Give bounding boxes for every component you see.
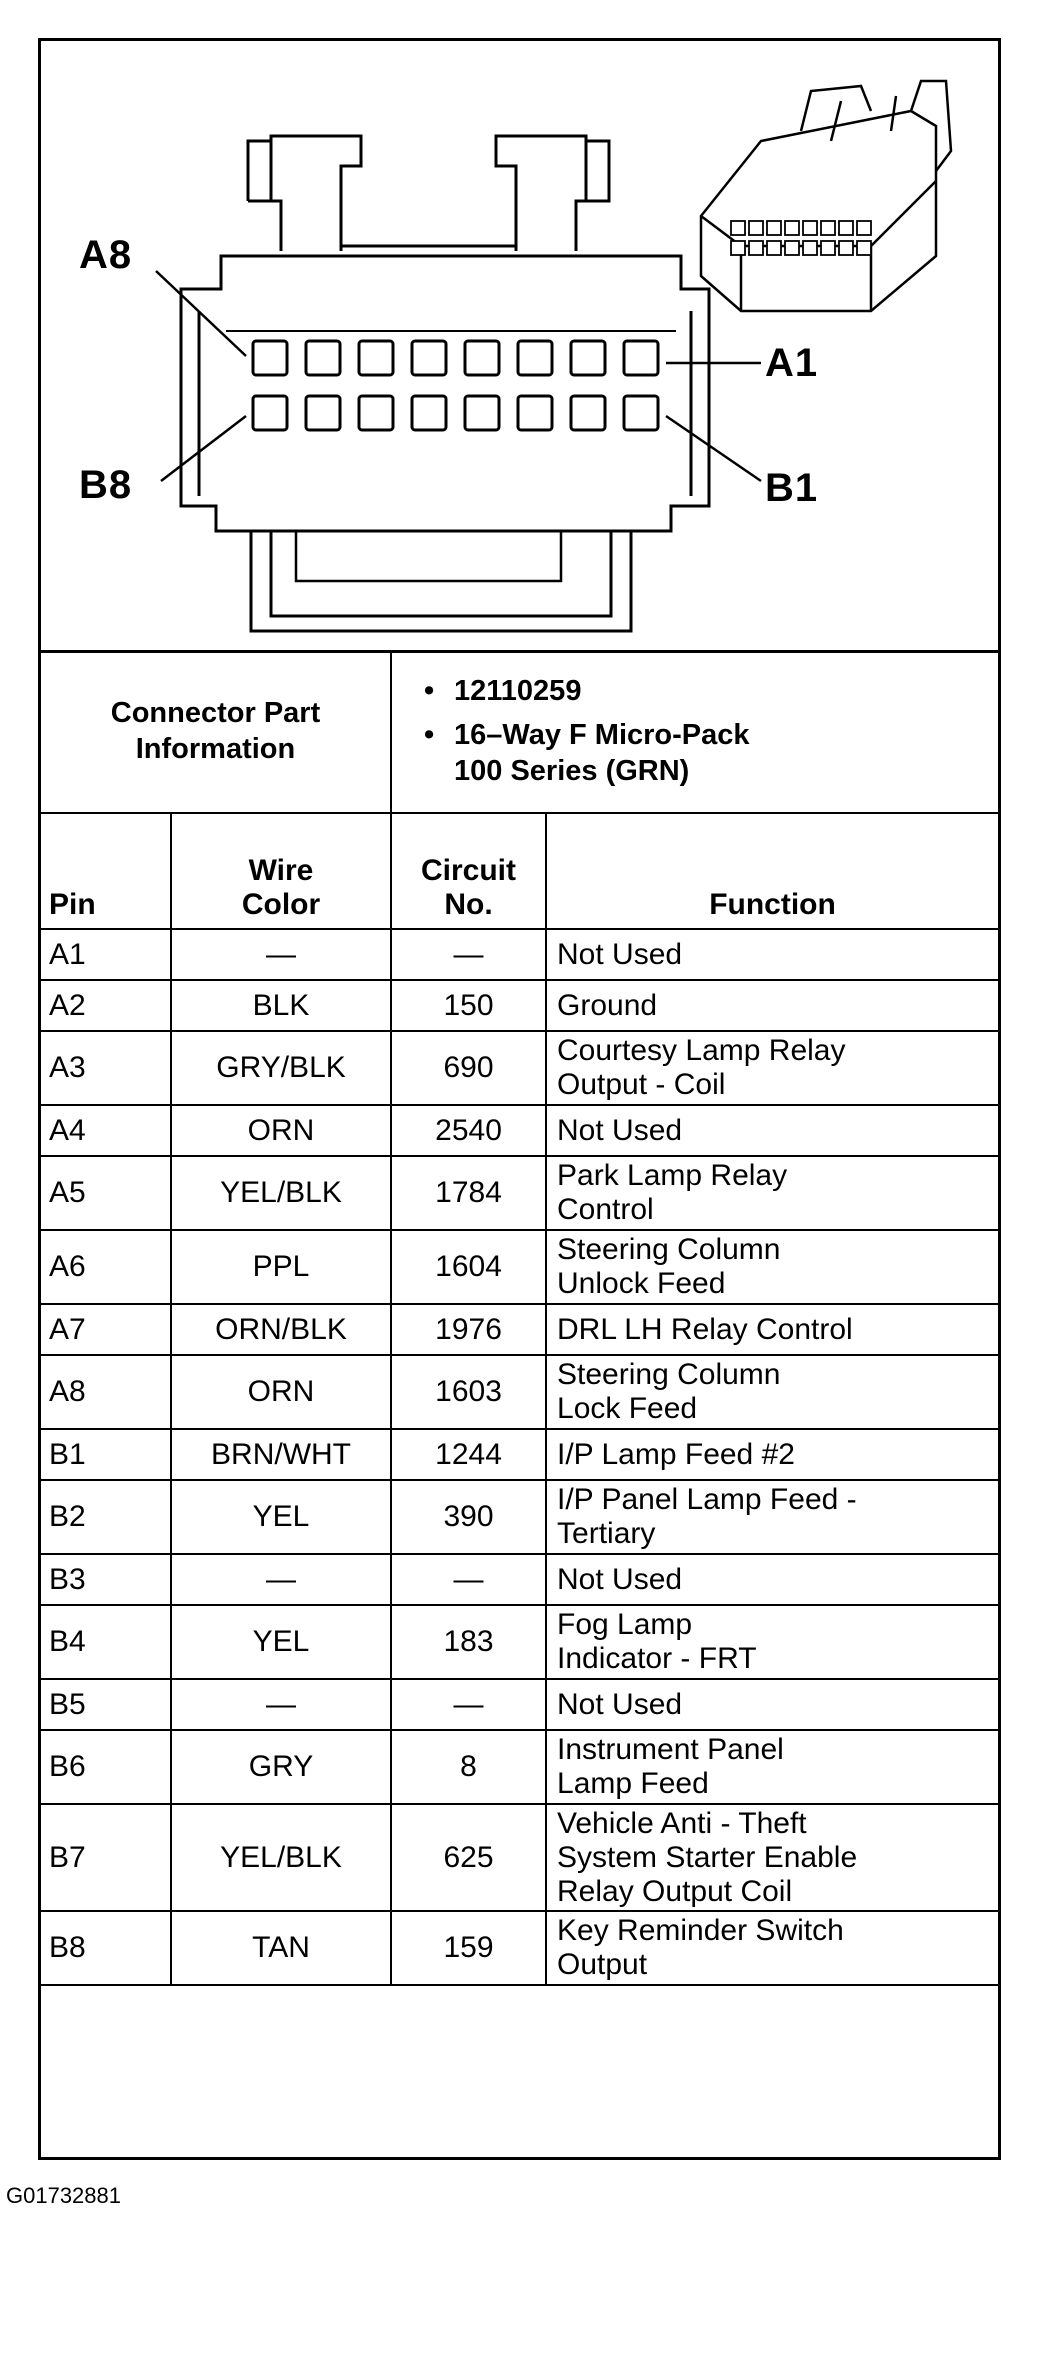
pin-cell: B6: [41, 1730, 171, 1804]
pin-row: [41, 1679, 998, 1730]
wire-color-cell: ORN: [171, 1355, 391, 1429]
pin-cell: A7: [41, 1304, 171, 1355]
function-cell: [546, 1105, 998, 1156]
circuit-cell: 690: [391, 1031, 546, 1105]
function-line: Not Used: [557, 1562, 683, 1596]
wire-color-cell: ORN: [171, 1105, 391, 1156]
pin-row: [41, 1911, 998, 1985]
wire-color-cell: YEL/BLK: [171, 1156, 391, 1230]
description-line-2: 100 Series (GRN): [454, 755, 690, 787]
header-row: [41, 813, 998, 929]
function-line: Tertiary: [557, 1517, 656, 1550]
description-line-1: 16–Way F Micro-Pack: [454, 719, 750, 751]
pin-row: [41, 1156, 998, 1230]
wire-color-cell: YEL/BLK: [171, 1804, 391, 1911]
description-item: • 16–Way F Micro-Pack: [424, 719, 750, 751]
pin-cell: B3: [41, 1554, 171, 1605]
wire-color-cell: —: [171, 1679, 391, 1730]
pin-row: [41, 1105, 998, 1156]
wire-color-cell: TAN: [171, 1911, 391, 1985]
function-cell: [546, 980, 998, 1031]
header-circuit-no: Circuit No.: [391, 813, 546, 929]
function-line: Instrument Panel: [557, 1733, 784, 1766]
wire-color-cell: BLK: [171, 980, 391, 1031]
connector-diagram: [41, 41, 998, 653]
function-line: Indicator - FRT: [557, 1642, 757, 1675]
circuit-cell: —: [391, 1554, 546, 1605]
connector-info-list: [391, 650, 998, 813]
circuit-cell: —: [391, 929, 546, 980]
function-line: Unlock Feed: [557, 1267, 726, 1300]
function-line: Not Used: [557, 937, 683, 971]
function-line: Key Reminder Switch: [557, 1914, 844, 1947]
function-cell: [546, 1230, 998, 1304]
connector-info-label: Connector Part Information: [41, 650, 391, 813]
figure-id: G01732881: [6, 2183, 121, 2208]
callout-b1: B1: [765, 466, 819, 510]
function-line: Lamp Feed: [557, 1767, 709, 1800]
pin-row: [41, 1804, 998, 1911]
pin-cell: A5: [41, 1156, 171, 1230]
part-number-item: • 12110259: [424, 675, 582, 707]
wire-color-cell: PPL: [171, 1230, 391, 1304]
pinout-table: [41, 650, 998, 1986]
function-cell: [546, 1605, 998, 1679]
pin-cell: A3: [41, 1031, 171, 1105]
pin-cell: B1: [41, 1429, 171, 1480]
wire-color-cell: —: [171, 1554, 391, 1605]
function-line: Courtesy Lamp Relay: [557, 1034, 846, 1067]
circuit-cell: 625: [391, 1804, 546, 1911]
pin-cell: A8: [41, 1355, 171, 1429]
function-cell: [546, 1554, 998, 1605]
pin-cell: B4: [41, 1605, 171, 1679]
connector-face-drawing: [41, 41, 998, 651]
circuit-cell: 1976: [391, 1304, 546, 1355]
header-function: Function: [546, 813, 998, 929]
circuit-cell: 159: [391, 1911, 546, 1985]
pin-row: [41, 1605, 998, 1679]
function-cell: [546, 1804, 998, 1911]
circuit-cell: —: [391, 1679, 546, 1730]
wire-color-cell: —: [171, 929, 391, 980]
circuit-cell: 1604: [391, 1230, 546, 1304]
function-cell: [546, 1304, 998, 1355]
function-line: Steering Column: [557, 1358, 781, 1391]
circuit-cell: 1603: [391, 1355, 546, 1429]
pin-cell: A6: [41, 1230, 171, 1304]
function-cell: [546, 929, 998, 980]
wire-color-cell: GRY/BLK: [171, 1031, 391, 1105]
pin-cell: A4: [41, 1105, 171, 1156]
function-cell: [546, 1031, 998, 1105]
part-number: 12110259: [454, 675, 582, 707]
circuit-cell: 390: [391, 1480, 546, 1554]
callout-a8: A8: [79, 233, 133, 277]
pin-cell: B2: [41, 1480, 171, 1554]
function-cell: [546, 1355, 998, 1429]
circuit-cell: 1784: [391, 1156, 546, 1230]
function-cell: [546, 1429, 998, 1480]
function-line: Steering Column: [557, 1233, 781, 1266]
pin-cell: B8: [41, 1911, 171, 1985]
circuit-cell: 183: [391, 1605, 546, 1679]
pin-rows: [41, 929, 998, 1985]
function-line: Fog Lamp: [557, 1608, 693, 1641]
function-line: Output - Coil: [557, 1068, 726, 1101]
circuit-cell: 8: [391, 1730, 546, 1804]
wire-color-cell: GRY: [171, 1730, 391, 1804]
connector-sheet: [38, 38, 1001, 2160]
pin-cell: B7: [41, 1804, 171, 1911]
pin-row: [41, 1031, 998, 1105]
pin-row: [41, 1429, 998, 1480]
pin-cell: A2: [41, 980, 171, 1031]
function-line: Control: [557, 1193, 654, 1226]
function-line: Park Lamp Relay: [557, 1159, 788, 1192]
function-cell: [546, 1480, 998, 1554]
function-line: Not Used: [557, 1113, 683, 1147]
pin-row: [41, 1304, 998, 1355]
function-line: Vehicle Anti - Theft: [557, 1806, 807, 1840]
pin-row: [41, 980, 998, 1031]
pin-row: [41, 1554, 998, 1605]
wire-color-cell: YEL: [171, 1605, 391, 1679]
function-cell: [546, 1679, 998, 1730]
circuit-cell: 1244: [391, 1429, 546, 1480]
callout-b8: B8: [79, 463, 133, 507]
circuit-cell: 150: [391, 980, 546, 1031]
function-line: Relay Output Coil: [557, 1874, 793, 1908]
circuit-cell: 2540: [391, 1105, 546, 1156]
function-line: I/P Lamp Feed #2: [557, 1437, 795, 1471]
function-line: DRL LH Relay Control: [557, 1312, 853, 1346]
function-line: Output: [557, 1948, 648, 1981]
pin-row: [41, 1730, 998, 1804]
function-cell: [546, 1911, 998, 1985]
wire-color-cell: ORN/BLK: [171, 1304, 391, 1355]
pin-row: [41, 1355, 998, 1429]
pin-row: [41, 929, 998, 980]
function-line: Not Used: [557, 1687, 683, 1721]
wire-color-cell: YEL: [171, 1480, 391, 1554]
pin-cell: B5: [41, 1679, 171, 1730]
callout-a1: A1: [765, 341, 819, 385]
wire-color-cell: BRN/WHT: [171, 1429, 391, 1480]
pin-row: [41, 1230, 998, 1304]
function-cell: [546, 1730, 998, 1804]
header-pin: Pin: [41, 813, 171, 929]
pin-cell: A1: [41, 929, 171, 980]
function-line: System Starter Enable: [557, 1840, 858, 1874]
function-line: I/P Panel Lamp Feed -: [557, 1483, 857, 1516]
header-wire-color: Wire Color: [171, 813, 391, 929]
function-line: Lock Feed: [557, 1392, 698, 1425]
function-cell: [546, 1156, 998, 1230]
function-line: Ground: [557, 988, 658, 1022]
pin-row: [41, 1480, 998, 1554]
connector-info-row: [41, 650, 998, 813]
